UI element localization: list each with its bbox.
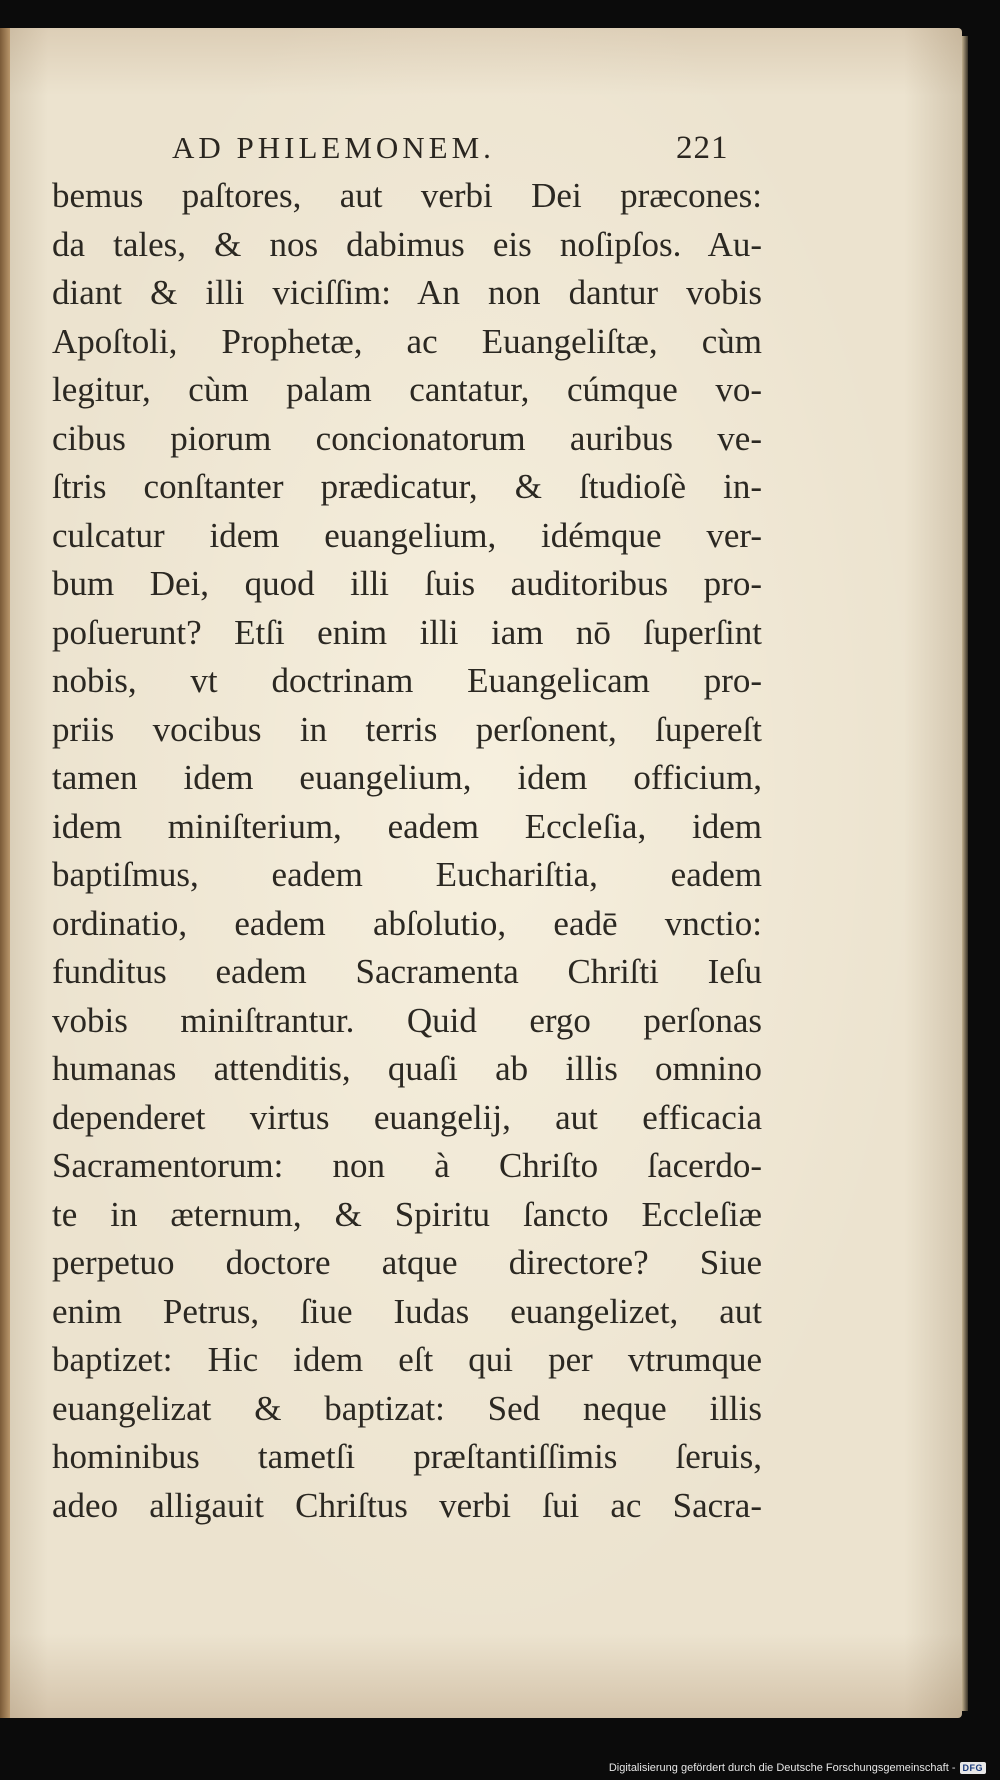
- text-line: te in æternum, & Spiritu ſancto Eccleſiæ: [52, 1194, 762, 1234]
- text-line: nobis, vt doctrinam Euangelicam pro-: [52, 661, 762, 700]
- page-fore-edge: [962, 36, 968, 1711]
- text-line: Sacramentorum: non à Chriſto ſacerdo-: [52, 1146, 762, 1185]
- text-line: vobis miniſtrantur. Quid ergo perſonas: [52, 1000, 762, 1040]
- text-line: funditus eadem Sacramenta Chriſti Ieſu: [52, 952, 762, 991]
- text-line: humanas attenditis, quaſi ab illis omnino: [52, 1049, 762, 1088]
- text-line: Apoſtoli, Prophetæ, ac Euangeliſtæ, cùm: [52, 321, 762, 361]
- text-line: culcatur idem euangelium, idémque ver-: [52, 515, 762, 555]
- text-line: bemus paſtores, aut verbi Dei præcones:: [52, 176, 762, 215]
- text-line: bum Dei, quod illi ſuis auditoribus pro-: [52, 564, 762, 603]
- text-line: diant & illi viciſſim: An non dantur vobis: [52, 273, 762, 312]
- text-line: da tales, & nos dabimus eis noſipſos. Au-: [52, 224, 762, 264]
- text-line: ordinatio, eadem abſolutio, eadē vnctio:: [52, 903, 762, 943]
- text-line: euangelizat & baptizat: Sed neque illis: [52, 1388, 762, 1428]
- page-header: [0, 130, 962, 176]
- text-line: perpetuo doctore atque directore? Siue: [52, 1243, 762, 1282]
- text-line: cibus piorum concionatorum auribus ve-: [52, 418, 762, 458]
- text-line: dependeret virtus euangelij, aut efficacia: [52, 1097, 762, 1137]
- text-line: ſtris conſtanter prædicatur, & ſtudioſè in-: [52, 467, 762, 506]
- text-line: hominibus tametſi præſtantiſſimis ſeruis,: [52, 1437, 762, 1476]
- body-text: [52, 172, 762, 1530]
- page-number: 221: [676, 130, 729, 166]
- text-line: baptiſmus, eadem Euchariſtia, eadem: [52, 855, 762, 894]
- text-line: adeo alligauit Chriſtus verbi ſui ac Sacra-: [52, 1485, 762, 1525]
- text-line: idem miniſterium, eadem Eccleſia, idem: [52, 806, 762, 846]
- running-head: AD PHILEMONEM.: [172, 130, 495, 165]
- text-line: enim Petrus, ſiue Iudas euangelizet, aut: [52, 1291, 762, 1331]
- text-line: baptizet: Hic idem eſt qui per vtrumque: [52, 1340, 762, 1379]
- digitization-credit: [609, 1762, 986, 1774]
- text-line: legitur, cùm palam cantatur, cúmque vo-: [52, 370, 762, 409]
- page-spine-edge: [0, 28, 10, 1718]
- dfg-logo: DFG: [960, 1762, 987, 1774]
- text-line: poſuerunt? Etſi enim illi iam nō ſuperſint: [52, 612, 762, 652]
- text-line: priis vocibus in terris perſonent, ſupereſt: [52, 709, 762, 749]
- text-line: tamen idem euangelium, idem officium,: [52, 758, 762, 797]
- credit-text: Digitalisierung gefördert durch die Deutsche Forschungsgemeinschaft -: [608, 1762, 956, 1774]
